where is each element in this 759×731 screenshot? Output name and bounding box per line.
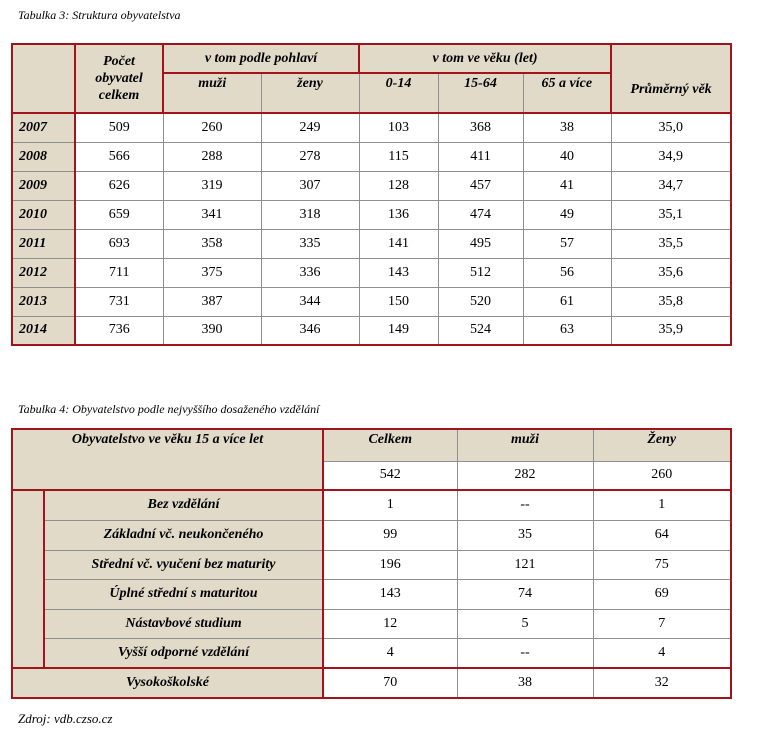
age-0-14-cell: 150	[359, 287, 438, 316]
year-cell: 2008	[12, 142, 75, 171]
header-age-0-14: 0-14	[359, 73, 438, 113]
women-cell: 249	[261, 113, 359, 142]
year-cell: 2012	[12, 258, 75, 287]
source-note: Zdroj: vdb.czso.cz	[18, 711, 113, 726]
total-cell: 711	[75, 258, 163, 287]
edu-women-cell: 4	[593, 638, 731, 668]
header-total: Počet obyvatel celkem	[75, 44, 163, 113]
header-edu-women: Ženy	[593, 429, 731, 461]
total-cell: 509	[75, 113, 163, 142]
edu-total-cell: 1	[323, 490, 457, 520]
total-women: 260	[593, 461, 731, 490]
total-celkem: 542	[323, 461, 457, 490]
age-65-cell: 61	[523, 287, 611, 316]
men-cell: 319	[163, 171, 261, 200]
edu-men-cell: --	[457, 638, 593, 668]
table4-caption: Tabulka 4: Obyvatelstvo podle nejvyššího dosaženého vzdělání	[18, 402, 320, 416]
age-65-cell: 38	[523, 113, 611, 142]
total-cell: 731	[75, 287, 163, 316]
avg-age-cell: 35,5	[611, 229, 731, 258]
total-cell: 626	[75, 171, 163, 200]
education-label: Bez vzdělání	[44, 490, 323, 520]
table-row	[12, 638, 731, 668]
year-cell: 2007	[12, 113, 75, 142]
header-avg-age: Průměrný věk	[611, 44, 731, 113]
women-cell: 318	[261, 200, 359, 229]
age-65-cell: 57	[523, 229, 611, 258]
age-0-14-cell: 149	[359, 316, 438, 345]
header-age-15-64: 15-64	[438, 73, 523, 113]
women-cell: 346	[261, 316, 359, 345]
table-row	[12, 171, 731, 200]
total-cell: 566	[75, 142, 163, 171]
total-cell: 693	[75, 229, 163, 258]
edu-total-cell: 143	[323, 579, 457, 609]
edu-women-cell: 1	[593, 490, 731, 520]
year-cell: 2013	[12, 287, 75, 316]
avg-age-cell: 35,9	[611, 316, 731, 345]
men-cell: 358	[163, 229, 261, 258]
age-15-64-cell: 524	[438, 316, 523, 345]
education-label: Vysokoškolské	[12, 668, 323, 698]
header-men: muži	[163, 73, 261, 113]
corner-cell	[12, 44, 75, 113]
edu-women-cell: 7	[593, 609, 731, 638]
edu-men-cell: --	[457, 490, 593, 520]
year-cell: 2010	[12, 200, 75, 229]
table-row	[12, 142, 731, 171]
age-65-cell: 56	[523, 258, 611, 287]
header-edu-total: Celkem	[323, 429, 457, 461]
table-row	[12, 258, 731, 287]
avg-age-cell: 34,7	[611, 171, 731, 200]
women-cell: 335	[261, 229, 359, 258]
men-cell: 375	[163, 258, 261, 287]
edu-women-cell: 69	[593, 579, 731, 609]
edu-total-cell: 70	[323, 668, 457, 698]
age-0-14-cell: 128	[359, 171, 438, 200]
women-cell: 344	[261, 287, 359, 316]
category-strip	[12, 490, 44, 668]
table-row	[12, 520, 731, 550]
table-row	[12, 550, 731, 579]
table-row	[12, 316, 731, 345]
edu-men-cell: 74	[457, 579, 593, 609]
edu-men-cell: 35	[457, 520, 593, 550]
avg-age-cell: 34,9	[611, 142, 731, 171]
table-row	[12, 200, 731, 229]
table-row	[12, 287, 731, 316]
avg-age-cell: 35,6	[611, 258, 731, 287]
edu-total-cell: 196	[323, 550, 457, 579]
age-65-cell: 40	[523, 142, 611, 171]
education-label: Nástavbové studium	[44, 609, 323, 638]
population-structure-table	[11, 43, 732, 346]
age-0-14-cell: 136	[359, 200, 438, 229]
men-cell: 288	[163, 142, 261, 171]
header-edu-men: muži	[457, 429, 593, 461]
education-label: Vyšší odporné vzdělání	[44, 638, 323, 668]
women-cell: 336	[261, 258, 359, 287]
men-cell: 390	[163, 316, 261, 345]
age-0-14-cell: 115	[359, 142, 438, 171]
women-cell: 278	[261, 142, 359, 171]
men-cell: 387	[163, 287, 261, 316]
table-row	[12, 609, 731, 638]
age-65-cell: 49	[523, 200, 611, 229]
avg-age-cell: 35,8	[611, 287, 731, 316]
education-label: Základní vč. neukončeného	[44, 520, 323, 550]
header-population: Obyvatelstvo ve věku 15 a více let	[12, 429, 323, 490]
table-row	[12, 579, 731, 609]
age-15-64-cell: 368	[438, 113, 523, 142]
year-cell: 2011	[12, 229, 75, 258]
edu-men-cell: 38	[457, 668, 593, 698]
header-by-age: v tom ve věku (let)	[359, 44, 611, 73]
header-age-65: 65 a více	[523, 73, 611, 113]
edu-women-cell: 75	[593, 550, 731, 579]
age-65-cell: 41	[523, 171, 611, 200]
men-cell: 341	[163, 200, 261, 229]
edu-total-cell: 4	[323, 638, 457, 668]
age-15-64-cell: 495	[438, 229, 523, 258]
education-label: Úplné střední s maturitou	[44, 579, 323, 609]
edu-men-cell: 5	[457, 609, 593, 638]
age-15-64-cell: 520	[438, 287, 523, 316]
table-row	[12, 113, 731, 142]
age-0-14-cell: 143	[359, 258, 438, 287]
total-cell: 736	[75, 316, 163, 345]
edu-women-cell: 64	[593, 520, 731, 550]
age-0-14-cell: 103	[359, 113, 438, 142]
education-label: Střední vč. vyučení bez maturity	[44, 550, 323, 579]
age-65-cell: 63	[523, 316, 611, 345]
table-row	[12, 668, 731, 698]
men-cell: 260	[163, 113, 261, 142]
age-15-64-cell: 457	[438, 171, 523, 200]
table-row	[12, 229, 731, 258]
header-women: ženy	[261, 73, 359, 113]
year-cell: 2014	[12, 316, 75, 345]
edu-men-cell: 121	[457, 550, 593, 579]
avg-age-cell: 35,1	[611, 200, 731, 229]
header-by-sex: v tom podle pohlaví	[163, 44, 359, 73]
total-cell: 659	[75, 200, 163, 229]
table-row	[12, 490, 731, 520]
table3-caption: Tabulka 3: Struktura obyvatelstva	[18, 8, 181, 22]
avg-age-cell: 35,0	[611, 113, 731, 142]
edu-total-cell: 99	[323, 520, 457, 550]
women-cell: 307	[261, 171, 359, 200]
education-table	[11, 428, 732, 699]
edu-total-cell: 12	[323, 609, 457, 638]
edu-women-cell: 32	[593, 668, 731, 698]
age-15-64-cell: 411	[438, 142, 523, 171]
age-15-64-cell: 474	[438, 200, 523, 229]
year-cell: 2009	[12, 171, 75, 200]
total-men: 282	[457, 461, 593, 490]
age-15-64-cell: 512	[438, 258, 523, 287]
age-0-14-cell: 141	[359, 229, 438, 258]
